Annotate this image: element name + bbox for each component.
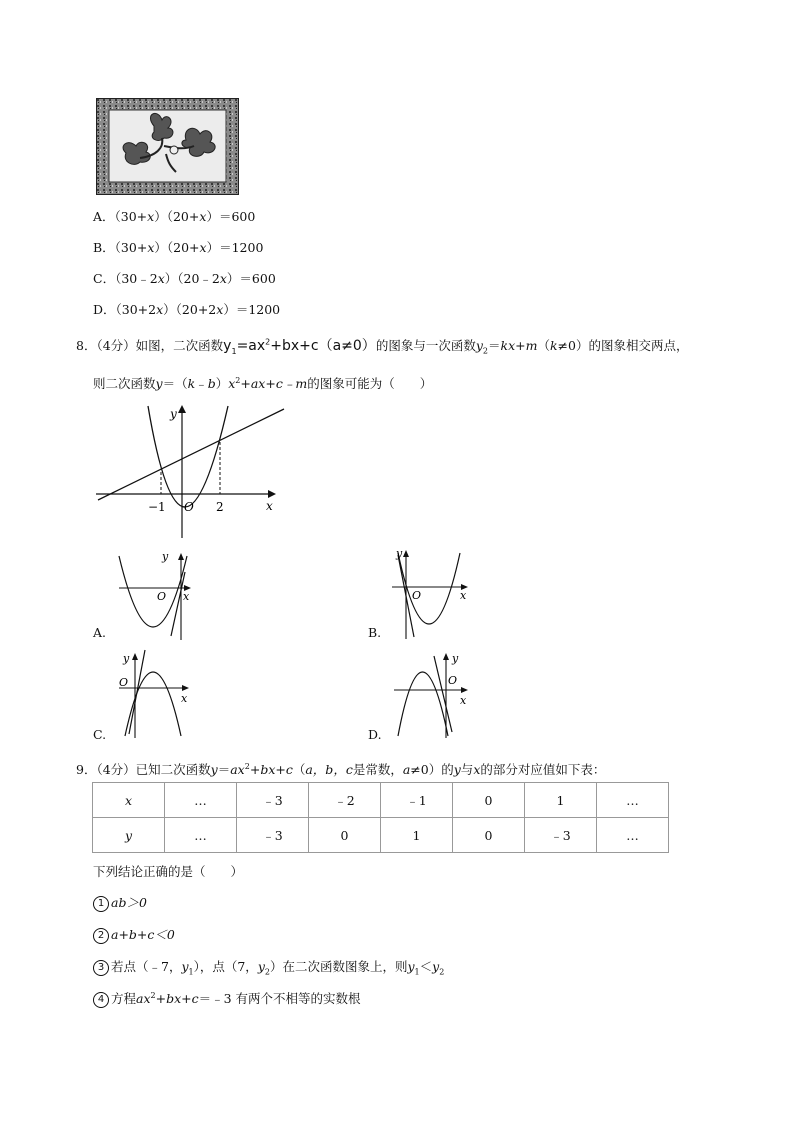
q9-value-table	[92, 782, 669, 853]
q9-statement-4: 4 方程$ax^2+bx+c=﹣3$ 有两个不相等的实数根	[93, 989, 361, 1008]
x-axis-arrow	[268, 490, 276, 498]
table-cell: 0	[309, 818, 381, 853]
q9-statement-3: 3 若点（﹣7，$y_1$），点（7，$y_2$）在二次函数图象上，则$y_1<y_2$	[93, 957, 444, 976]
tick-2: 2	[216, 500, 224, 514]
origin-label: O	[184, 500, 194, 514]
svg-text:O: O	[448, 674, 458, 687]
q8-option-d-label: D.	[368, 727, 382, 742]
svg-text:y: y	[123, 652, 130, 665]
q7-option-a: A．（30+x）（20+x）＝600	[93, 209, 256, 224]
q8-stem-line2: 则二次函数$y=(k﹣b)x^2+ax+c﹣m$的图象可能为（ ）	[93, 375, 433, 391]
svg-text:O: O	[157, 590, 167, 603]
table-cell: ﹣3	[237, 818, 309, 853]
q7-option-d: D．（30+2x）（20+2x）＝1200	[93, 302, 281, 317]
table-cell: 0	[453, 818, 525, 853]
q8-option-b-graph	[390, 545, 474, 640]
table-cell: …	[597, 783, 669, 818]
table-cell: ﹣3	[237, 783, 309, 818]
q8-option-a-graph	[115, 548, 195, 640]
table-cell: …	[597, 818, 669, 853]
table-cell: 1	[525, 783, 597, 818]
table-cell: x	[93, 783, 165, 818]
table-cell: …	[165, 818, 237, 853]
svg-text:O: O	[412, 589, 422, 602]
leaf-picture	[96, 98, 239, 195]
q8-option-b-label: B.	[368, 625, 382, 640]
svg-text:x: x	[181, 692, 188, 705]
table-cell: 1	[381, 818, 453, 853]
table-cell: ﹣3	[525, 818, 597, 853]
q9-prompt: 下列结论正确的是（ ）	[93, 864, 244, 879]
q8-stem-line1: 8．（4分）如图，二次函数$y_1=ax^2+bx+c(a\ne 0)$的图象与一次函数$y_2=kx+m(k\ne 0)$的图象相交两点，	[76, 337, 689, 356]
svg-text:y: y	[396, 547, 403, 560]
q8-option-d-graph	[390, 648, 474, 740]
q9-statement-1: 1 ab＞0	[93, 893, 147, 912]
line-y2	[98, 409, 284, 500]
svg-text:O: O	[119, 676, 129, 689]
q8-option-a-label: A.	[93, 625, 107, 640]
table-row	[93, 818, 669, 853]
table-cell: …	[165, 783, 237, 818]
table-cell: ﹣2	[309, 783, 381, 818]
svg-text:x: x	[460, 589, 467, 602]
table-cell: ﹣1	[381, 783, 453, 818]
table-cell: y	[93, 818, 165, 853]
q9-statement-2: 2 a+b+c＜0	[93, 925, 175, 944]
svg-text:y: y	[162, 550, 169, 563]
svg-text:x: x	[460, 694, 467, 707]
table-cell: 0	[453, 783, 525, 818]
q7-option-c: C．（30﹣2x）（20﹣2x）＝600	[93, 271, 276, 286]
svg-text:x: x	[183, 590, 190, 603]
q8-option-c-graph	[115, 648, 195, 740]
q8-main-graph	[94, 400, 290, 542]
x-label: x	[266, 499, 273, 513]
q7-option-b: B．（30+x）（20+x）＝1200	[93, 240, 264, 255]
y-label: y	[170, 407, 177, 421]
y-axis-arrow	[178, 405, 186, 413]
table-row	[93, 783, 669, 818]
q9-stem: 9．（4分）已知二次函数$y=ax^2+bx+c(a$，b，c是常数，a≠0）的y与x的部分对应值如下表：	[76, 761, 606, 777]
tick-minus1: −1	[148, 500, 166, 514]
q8-option-c-label: C.	[93, 727, 107, 742]
svg-text:y: y	[452, 652, 459, 665]
